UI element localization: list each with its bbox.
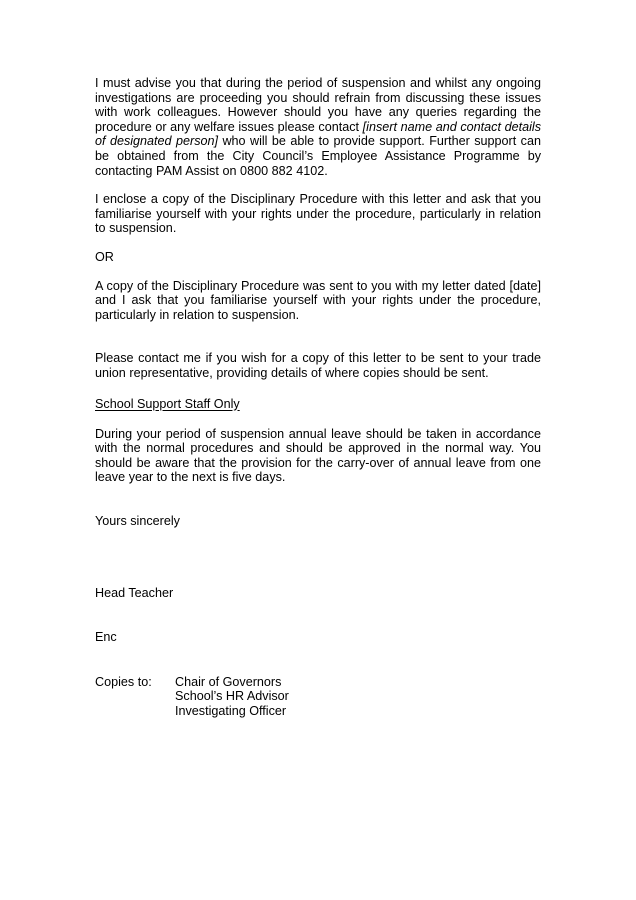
enclosure-note: Enc <box>95 630 117 645</box>
signature-title: Head Teacher <box>95 586 174 601</box>
paragraph-procedure-previously-sent: A copy of the Disciplinary Procedure was sent to you with my letter dated [date] and I ask that you familiarise yourself with your rights under the procedure, particularly in relation to suspension. <box>95 278 541 322</box>
letter-body <box>95 76 541 718</box>
paragraph-text-part-2: who will be able to provide support. Further support can be obtained from the City Council’s Employee Assistance Programme by contacting PAM Assist on 0800 882 4102. <box>95 134 541 178</box>
paragraph-trade-union-copy: Please contact me if you wish for a copy of this letter to be sent to your trade union representative, providing details of where copies should be sent. <box>95 351 541 380</box>
placeholder-designated-person: [insert name and contact details of designated person] <box>95 119 541 149</box>
spacer-before-trade-union <box>95 336 541 351</box>
spacer-before-enclosure <box>95 601 541 630</box>
signature-space <box>95 528 541 586</box>
sign-off: Yours sincerely <box>95 513 180 528</box>
paragraph-suspension-advice <box>95 76 541 178</box>
copies-section <box>95 675 541 719</box>
copies-recipient-list <box>175 675 541 719</box>
spacer-before-signoff <box>95 499 541 514</box>
copies-recipient: School’s HR Advisor <box>175 689 289 704</box>
paragraph-text-part-1: I must advise you that during the period of suspension and whilst any ongoing investigations are proceeding you should refrain from discussing these issues with work colleagues. However should you have any queries regarding the procedure or any welfare issues please contact <box>95 76 541 134</box>
spacer-before-copies <box>95 645 541 675</box>
paragraph-or-divider: OR <box>95 249 114 264</box>
paragraph-enclosed-procedure: I enclose a copy of the Disciplinary Procedure with this letter and ask that you familiarise yourself with your rights under the procedure, particularly in relation to suspension. <box>95 192 541 236</box>
copies-label: Copies to: <box>95 674 152 689</box>
section-heading-wrapper <box>95 395 541 413</box>
paragraph-annual-leave: During your period of suspension annual leave should be taken in accordance with the normal procedures and should be approved in the normal way. You should be aware that the provision for the carry-over of annual leave from one leave year to the next is five days. <box>95 426 541 485</box>
section-heading-school-support-staff: School Support Staff Only <box>95 396 240 411</box>
copies-recipient: Chair of Governors <box>175 674 282 689</box>
copies-recipient: Investigating Officer <box>175 703 287 718</box>
